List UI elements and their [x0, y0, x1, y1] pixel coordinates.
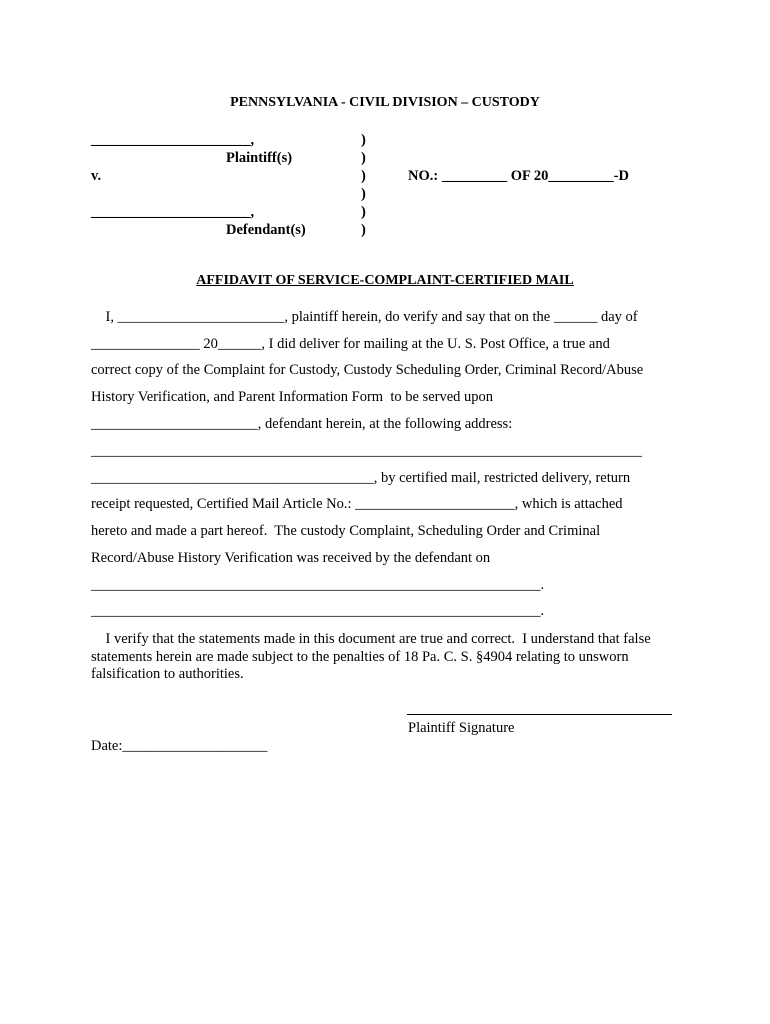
- document-title: PENNSYLVANIA - CIVIL DIVISION – CUSTODY: [230, 95, 540, 110]
- verification-line: I verify that the statements made in this document are true and correct. I understand that false: [91, 631, 651, 647]
- body-line: ____________________________________________________________________________: [91, 443, 642, 459]
- body-line: _______________ 20______, I did deliver for mailing at the U. S. Post Office, a true and: [91, 336, 610, 352]
- signature-label: Plaintiff Signature: [408, 720, 515, 736]
- versus-label: v.: [91, 168, 102, 184]
- body-line: Record/Abuse History Verification was received by the defendant on: [91, 550, 491, 566]
- body-line: History Verification, and Parent Information Form to be served upon: [91, 389, 494, 405]
- caption-paren: ): [361, 204, 366, 220]
- caption-paren: ): [361, 132, 366, 148]
- caption-paren: ): [361, 222, 366, 238]
- affidavit-heading: AFFIDAVIT OF SERVICE-COMPLAINT-CERTIFIED MAIL: [196, 273, 574, 288]
- caption-paren: ): [361, 150, 366, 166]
- body-line: receipt requested, Certified Mail Article No.: ______________________, which is attached: [91, 496, 623, 512]
- body-line: hereto and made a part hereof. The custody Complaint, Scheduling Order and Criminal: [91, 523, 601, 539]
- defendant-name-blank: ______________________,: [91, 204, 255, 220]
- body-line: _______________________________________, by certified mail, restricted delivery, return: [91, 470, 631, 486]
- body-line: I, _______________________, plaintiff herein, do verify and say that on the ______ day of: [91, 309, 638, 325]
- case-number: NO.: _________ OF 20_________-D: [408, 168, 629, 184]
- date-field: Date:____________________: [91, 738, 268, 754]
- caption-paren: ): [361, 168, 366, 184]
- caption-paren: ): [361, 186, 366, 202]
- body-line: ______________________________________________________________.: [91, 577, 545, 593]
- verification-line: statements herein are made subject to the penalties of 18 Pa. C. S. §4904 relating to unsworn: [91, 649, 629, 665]
- body-line: correct copy of the Complaint for Custody, Custody Scheduling Order, Criminal Record/Abuse: [91, 362, 644, 378]
- body-line: ______________________________________________________________.: [91, 603, 545, 619]
- body-line: _______________________, defendant herein, at the following address:: [91, 416, 513, 432]
- plaintiff-name-blank: ______________________,: [91, 132, 255, 148]
- signature-line: [407, 714, 672, 715]
- verification-line: falsification to authorities.: [91, 666, 244, 682]
- defendant-label: Defendant(s): [226, 222, 306, 238]
- plaintiff-label: Plaintiff(s): [226, 150, 293, 166]
